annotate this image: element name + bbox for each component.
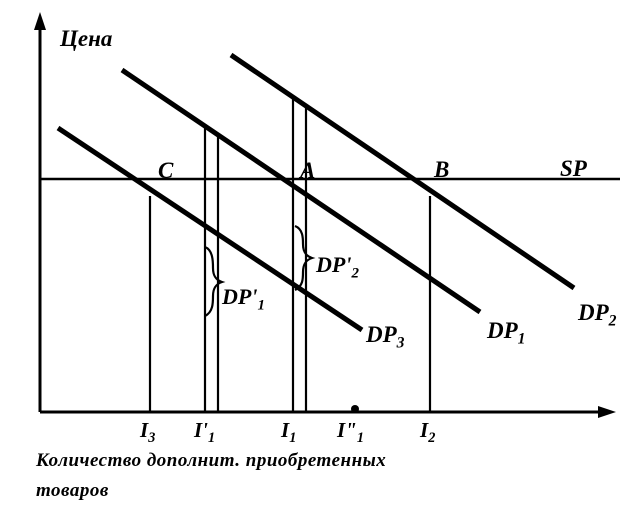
tick-i3-sub: 3 [148, 430, 156, 447]
dp2-label [578, 300, 616, 331]
dp2-prime-label [316, 252, 359, 282]
brace-dp2-prime [295, 226, 312, 290]
dp2-label-text: DP [578, 300, 609, 325]
tick-i2-sub: 2 [428, 430, 436, 447]
dp2-prime-sub: 2 [351, 265, 359, 282]
tick-label-i1-prime [194, 418, 215, 447]
dropline-i1-prime [205, 126, 218, 412]
price-axis-label: Цена [60, 26, 113, 51]
sp-label: SP [560, 156, 587, 181]
dp1-prime-label [222, 284, 265, 314]
tick-i1-prime-text: I' [194, 418, 209, 442]
tick-label-i1-double-prime [337, 418, 364, 447]
dp2-prime-text: DP' [316, 252, 352, 277]
tick-label-i2 [420, 418, 435, 447]
tick-i3-text: I [140, 418, 149, 442]
dp2-label-sub: 2 [608, 312, 617, 330]
point-a-label: A [300, 158, 316, 183]
dp1-label [487, 318, 525, 349]
quantity-axis-caption: Количество дополнит. приобретенных товаров [36, 450, 387, 501]
brace-dp1-prime [205, 247, 222, 316]
tick-i1-prime-sub: 1 [208, 430, 216, 447]
dp3-label-sub: 3 [396, 334, 405, 352]
quantity-axis [40, 406, 616, 418]
dp3-label-text: DP [366, 322, 397, 347]
price-axis [34, 12, 46, 412]
tick-i2-text: I [420, 418, 429, 442]
tick-i1-dprime-text: I" [337, 418, 357, 442]
dp1-curve [122, 70, 480, 312]
dp1-label-sub: 1 [517, 330, 526, 348]
point-b-label: B [434, 157, 450, 182]
dp1-prime-sub: 1 [257, 297, 265, 314]
tick-i1-sub: 1 [289, 430, 297, 447]
dp3-curve [58, 128, 362, 330]
dropline-i1 [293, 96, 306, 412]
dp1-label-text: DP [487, 318, 518, 343]
tick-label-i1 [281, 418, 296, 447]
marker-i1-double-prime [351, 405, 359, 413]
dp3-label [366, 322, 404, 353]
tick-i1-text: I [281, 418, 290, 442]
tick-i1-dprime-sub: 1 [356, 430, 364, 447]
tick-label-i3 [140, 418, 155, 447]
dp1-prime-text: DP' [222, 284, 258, 309]
point-c-label: C [158, 158, 174, 183]
dp2-curve [231, 55, 574, 288]
